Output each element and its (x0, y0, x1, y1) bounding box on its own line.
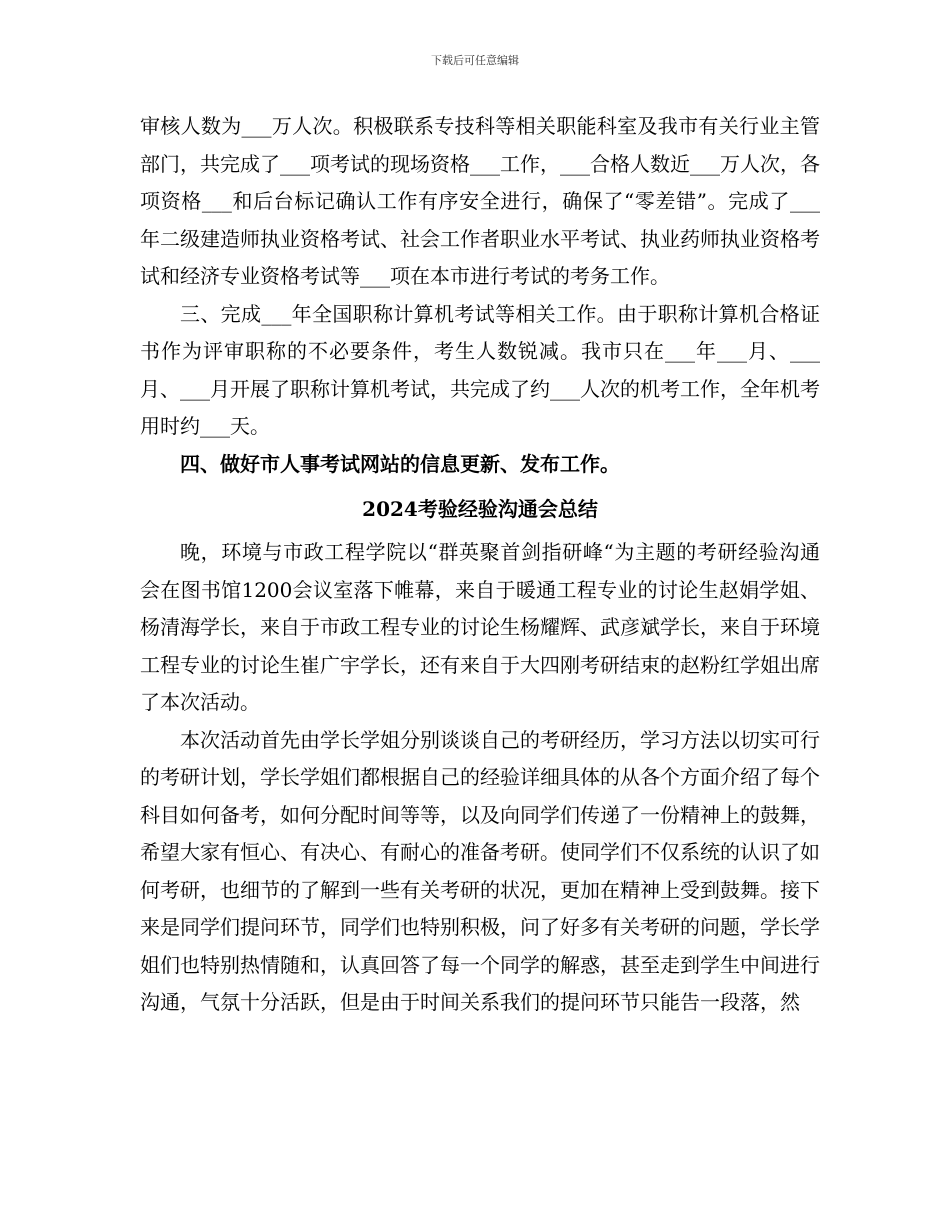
document-body (140, 108, 820, 1022)
paragraph-1: 审核人数为___万人次。积极联系专技科等相关职能科室及我市有关行业主管部门，共完成了___项考试的现场资格___工作，___合格人数近___万人次，各项资格___和后台标记确认工作有序安全进行，确保了“零差错”。完成了___年二级建造师执业资格考试、社会工作者职业水平考试、执业药师执业资格考试和经济专业资格考试等___项在本市进行考试的考务工作。 (140, 114, 820, 288)
paragraph-2: 三、完成___年全国职称计算机考试等相关工作。由于职称计算机合格证书作为评审职称的不必要条件，考生人数锐减。我市只在___年___月、___月、___月开展了职称计算机考试，共完成了约___人次的机考工作，全年机考用时约___天。 (140, 301, 820, 438)
paragraph-5: 本次活动首先由学长学姐分别谈谈自己的考研经历，学习方法以切实可行的考研计划，学长学姐们都根据自己的经验详细具体的从各个方面介绍了每个科目如何备考，如何分配时间等等，以及向同学们传递了一份精神上的鼓舞，希望大家有恒心、有决心、有耐心的准备考研。使同学们不仅系统的认识了如何考研，也细节的了解到一些有关考研的状况，更加在精神上受到鼓舞。接下来是同学们提问环节，同学们也特别积极，问了好多有关考研的问题，学长学姐们也特别热情随和，认真回答了每一个同学的解惑，甚至走到学生中间进行沟通，气氛十分活跃，但是由于时间关系我们的提问环节只能告一段落，然 (140, 727, 820, 1014)
paragraph-3-heading: 四、做好市人事考试网站的信息更新、发布工作。 (180, 451, 620, 476)
paragraph-4: 晚，环境与市政工程学院以“群英聚首剑指研峰“为主题的考研经验沟通会在图书馆1200会议室落下帷幕，来自于暖通工程专业的讨论生赵娟学姐、杨清海学长，来自于市政工程专业的讨论生杨耀辉、武彦斌学长，来自于环境工程专业的讨论生崔广宇学长，还有来自于大四刚考研结束的赵粉红学姐出席了本次活动。 (140, 540, 820, 714)
page-header: 下载后可任意编辑 (431, 54, 519, 67)
section-title: 2024考验经验沟通会总结 (362, 497, 598, 521)
